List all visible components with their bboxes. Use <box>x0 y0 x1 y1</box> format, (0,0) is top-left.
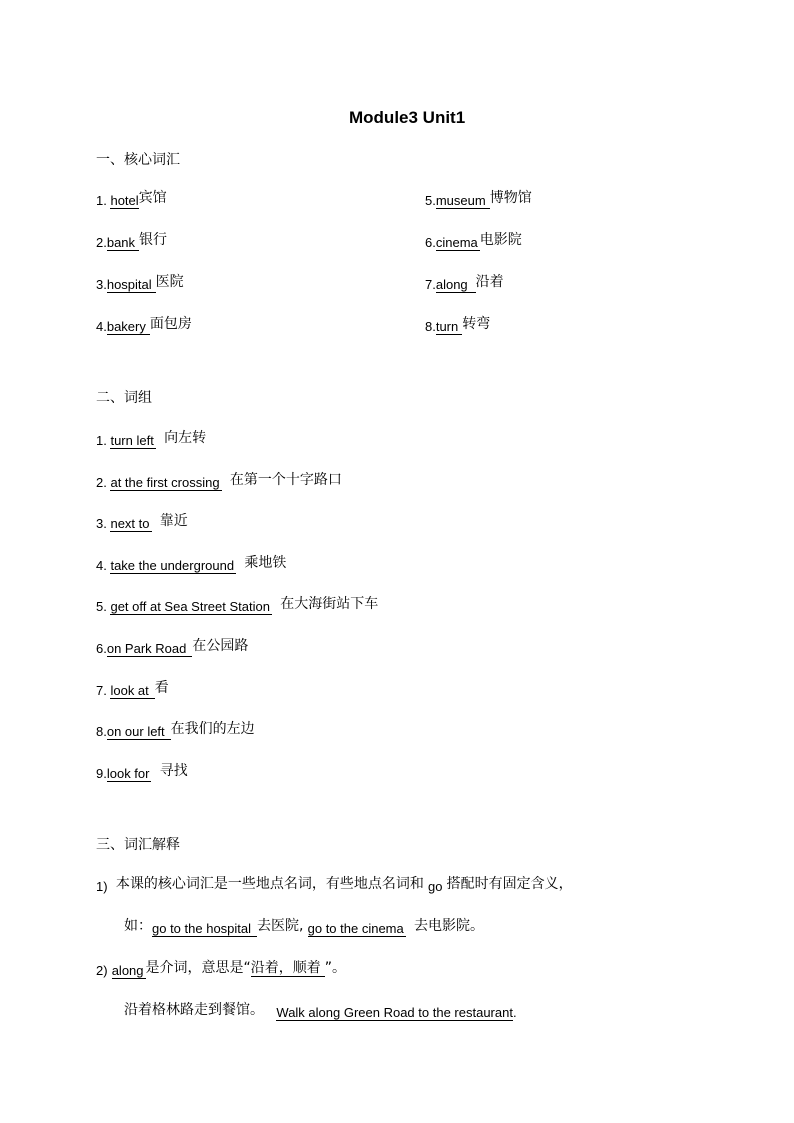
phrase-item <box>96 763 188 783</box>
vocab-item <box>425 232 522 252</box>
phrase-english: turn left <box>110 433 154 448</box>
item-number: 1. <box>96 433 111 448</box>
page-title: Module3 Unit1 <box>349 108 466 127</box>
paragraph-text: 是介词，意思是“ <box>145 960 251 976</box>
item-number: 9. <box>96 766 107 781</box>
item-number: 4. <box>96 319 107 334</box>
phrase-english: look at <box>110 684 154 699</box>
paragraph-text: 本课的核心词汇是一些地点名词，有些地点名词和 <box>115 876 424 892</box>
item-number: 4. <box>96 558 111 573</box>
paragraph-text: 搭配时有固定含义， <box>446 876 573 892</box>
phrase-english: next to <box>110 516 150 531</box>
vocab-word: hospital <box>107 278 156 293</box>
vocab-item <box>96 190 167 210</box>
explanation-paragraph-2 <box>96 960 346 980</box>
keyword-go: go <box>427 879 443 894</box>
vocab-item <box>425 190 532 210</box>
phrase-item <box>96 721 255 741</box>
phrase-english: at the first crossing <box>110 475 220 490</box>
phrase-meaning: 看 <box>154 680 169 696</box>
vocab-item <box>425 316 490 336</box>
phrase-english: get off at Sea Street Station <box>110 599 270 614</box>
phrase-item <box>96 430 206 450</box>
vocab-meaning: 银行 <box>139 232 168 248</box>
example-chinese: 沿着格林路走到餐馆。 <box>124 1002 264 1018</box>
vocab-meaning: 沿着 <box>475 274 504 290</box>
item-number: 6. <box>96 641 107 656</box>
phrase-english: take the underground <box>110 558 235 573</box>
phrase-meaning: 向左转 <box>164 430 207 446</box>
phrase-english: on Park Road <box>107 642 193 657</box>
explanation-example-1 <box>124 918 484 938</box>
vocab-meaning: 医院 <box>155 274 184 290</box>
vocab-word: hotel <box>110 193 139 208</box>
item-number: 8. <box>96 724 107 739</box>
sentence-period: . <box>512 1005 517 1020</box>
vocab-meaning: 电影院 <box>479 232 522 248</box>
item-number: 1. <box>96 193 111 208</box>
item-number: 2. <box>96 235 107 250</box>
vocab-item <box>96 232 167 252</box>
phrase-item <box>96 513 188 533</box>
phrase-meaning: 在大海街站下车 <box>280 596 379 612</box>
example-sentence: Walk along Green Road to the restaurant <box>276 1005 513 1020</box>
phrase-meaning: 乘地铁 <box>244 555 287 571</box>
example-meaning: 去电影院。 <box>414 918 485 934</box>
example-prefix: 如： <box>124 918 152 934</box>
section-heading-vocabulary: 一、核心词汇 <box>96 152 180 168</box>
vocab-item <box>96 274 184 294</box>
phrase-item <box>96 680 169 700</box>
example-phrase: go to the cinema <box>307 921 404 936</box>
keyword-along: along <box>111 963 144 978</box>
vocab-item <box>425 274 504 294</box>
vocab-meaning: 宾馆 <box>138 190 167 206</box>
item-number: 3. <box>96 277 107 292</box>
explanation-paragraph-1 <box>96 876 573 896</box>
item-number: 7. <box>96 683 111 698</box>
item-number: 8. <box>425 319 436 334</box>
vocab-word: turn <box>436 320 462 335</box>
phrase-item <box>96 596 378 616</box>
item-number: 5. <box>96 599 111 614</box>
phrase-item <box>96 555 286 575</box>
paragraph-text: ”。 <box>324 960 347 976</box>
item-number: 2. <box>96 475 111 490</box>
phrase-english: look for <box>106 766 150 781</box>
vocab-meaning: 面包房 <box>149 316 192 332</box>
phrase-item <box>96 638 248 658</box>
item-number: 2) <box>96 963 108 978</box>
meaning-text: 沿着，顺着 <box>251 960 325 977</box>
item-number: 1) <box>96 879 108 894</box>
vocab-meaning: 博物馆 <box>489 190 532 206</box>
vocab-word: cinema <box>435 235 478 250</box>
item-number: 3. <box>96 516 111 531</box>
phrase-item <box>96 472 342 492</box>
vocab-meaning: 转弯 <box>462 316 491 332</box>
section-heading-explanations: 三、词汇解释 <box>96 837 180 853</box>
phrase-english: on our left <box>107 725 171 740</box>
phrase-meaning: 在我们的左边 <box>170 721 255 737</box>
vocab-item <box>96 316 192 336</box>
phrase-meaning: 靠近 <box>159 513 188 529</box>
vocab-word: bakery <box>107 320 150 335</box>
item-number: 5. <box>425 193 436 208</box>
phrase-meaning: 在第一个十字路口 <box>229 472 342 488</box>
example-meaning: 去医院, <box>257 918 304 934</box>
example-phrase: go to the hospital <box>152 922 257 937</box>
explanation-example-2 <box>124 1002 517 1022</box>
item-number: 7. <box>425 277 436 292</box>
item-number: 6. <box>425 235 436 250</box>
phrase-meaning: 寻找 <box>159 763 188 779</box>
vocab-word: along <box>436 278 476 293</box>
section-heading-phrases: 二、词组 <box>96 390 152 406</box>
vocab-word: bank <box>107 236 139 251</box>
phrase-meaning: 在公园路 <box>192 638 249 654</box>
vocab-word: museum <box>436 194 490 209</box>
